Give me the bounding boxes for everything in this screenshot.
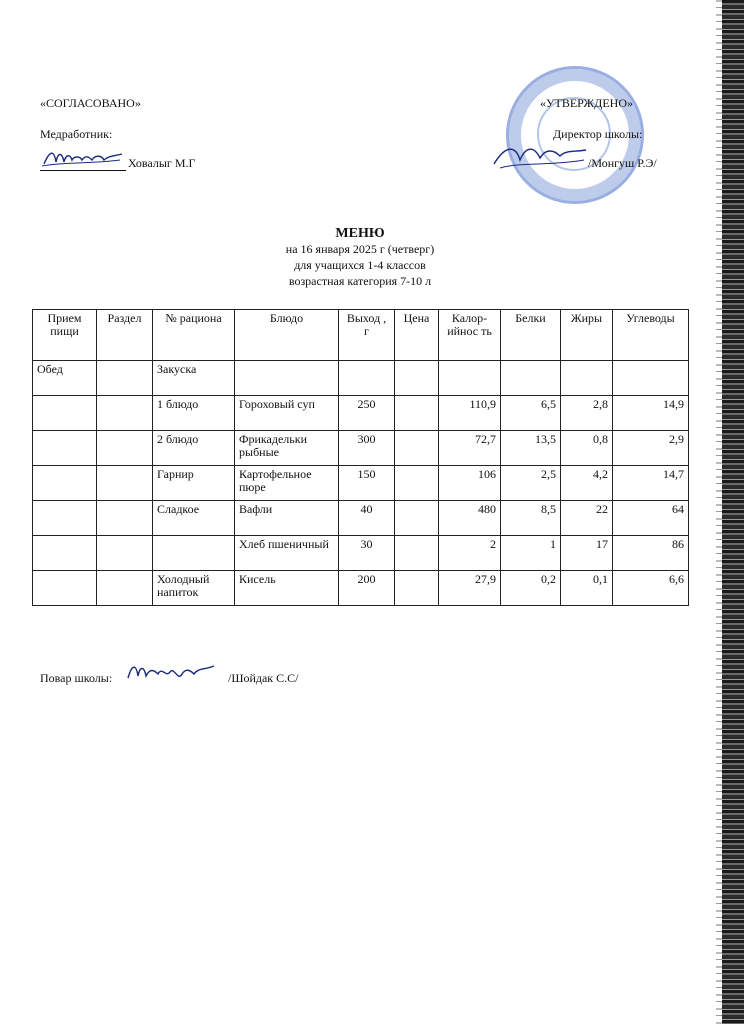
cell-section [97,501,153,536]
cell-meal: Обед [33,361,97,396]
cell-yield: 300 [339,431,395,466]
header-price: Цена [395,310,439,361]
cell-section [97,536,153,571]
cell-fats: 0,1 [561,571,613,606]
cell-ration: Закуска [153,361,235,396]
cell-meal [33,571,97,606]
menu-title: МЕНЮ [335,226,385,241]
cell-yield: 40 [339,501,395,536]
cell-proteins: 1 [501,536,561,571]
cell-yield: 250 [339,396,395,431]
cell-fats: 4,2 [561,466,613,501]
director-signature [490,140,590,174]
cell-section [97,396,153,431]
medic-role-label: Медработник: [40,127,113,141]
cell-carbs: 2,9 [613,431,689,466]
cell-calories [439,361,501,396]
menu-date: на 16 января 2025 г (четверг) [285,242,435,256]
scan-edge-artifact [722,0,744,1024]
table-row [33,466,689,501]
cell-price [395,396,439,431]
cell-price [395,536,439,571]
table-header-row [33,310,689,361]
menu-audience: для учащихся 1-4 классов [294,258,426,272]
table-row [33,501,689,536]
cell-price [395,466,439,501]
medic-name: Ховалыг М.Г [128,156,196,170]
cook-signature [124,660,220,686]
header-section: Раздел [97,310,153,361]
cell-proteins: 6,5 [501,396,561,431]
medic-signature [40,146,126,171]
table-row [33,361,689,396]
header-meal: Прием пищи [33,310,97,361]
cell-ration: Сладкое [153,501,235,536]
cell-proteins: 13,5 [501,431,561,466]
cell-ration: Гарнир [153,466,235,501]
cell-price [395,571,439,606]
approved-label: «УТВЕРЖДЕНО» [540,96,634,110]
header-yield: Выход , г [339,310,395,361]
cell-yield [339,361,395,396]
cell-section [97,571,153,606]
cell-calories: 27,9 [439,571,501,606]
cell-section [97,431,153,466]
cell-carbs: 14,9 [613,396,689,431]
cell-dish [235,361,339,396]
cell-dish: Фрикадельки рыбные [235,431,339,466]
cell-calories: 110,9 [439,396,501,431]
header-calories: Калор-ийнос ть [439,310,501,361]
cell-carbs: 64 [613,501,689,536]
cell-fats [561,361,613,396]
cell-calories: 480 [439,501,501,536]
cell-meal [33,396,97,431]
cell-fats: 0,8 [561,431,613,466]
cell-dish: Хлеб пшеничный [235,536,339,571]
cell-dish: Картофельное пюре [235,466,339,501]
table-row [33,431,689,466]
cell-dish: Гороховый суп [235,396,339,431]
header-proteins: Белки [501,310,561,361]
cell-fats: 22 [561,501,613,536]
cell-meal [33,466,97,501]
cell-yield: 150 [339,466,395,501]
cell-section [97,466,153,501]
header-dish: Блюдо [235,310,339,361]
menu-table [32,309,689,606]
cell-calories: 2 [439,536,501,571]
cell-carbs [613,361,689,396]
cell-proteins: 0,2 [501,571,561,606]
agreed-label: «СОГЛАСОВАНО» [40,96,141,110]
table-row [33,536,689,571]
cell-carbs: 6,6 [613,571,689,606]
table-row [33,396,689,431]
cell-proteins: 8,5 [501,501,561,536]
director-name: /Монгуш Р.Э/ [588,156,657,170]
cell-carbs: 86 [613,536,689,571]
cell-proteins [501,361,561,396]
cell-section [97,361,153,396]
cell-meal [33,501,97,536]
cell-yield: 200 [339,571,395,606]
cell-fats: 2,8 [561,396,613,431]
cell-calories: 72,7 [439,431,501,466]
cell-ration [153,536,235,571]
cell-price [395,361,439,396]
cook-name: /Шойдак С.С/ [228,671,299,685]
header-fats: Жиры [561,310,613,361]
director-role-label: Директор школы: [553,127,643,141]
cell-price [395,431,439,466]
cell-ration: Холодный напиток [153,571,235,606]
cell-carbs: 14,7 [613,466,689,501]
cell-dish: Вафли [235,501,339,536]
cell-price [395,501,439,536]
cell-ration: 2 блюдо [153,431,235,466]
cell-ration: 1 блюдо [153,396,235,431]
menu-age-category: возрастная категория 7-10 л [288,274,432,288]
cell-meal [33,431,97,466]
cell-fats: 17 [561,536,613,571]
cell-meal [33,536,97,571]
header-ration-number: № рациона [153,310,235,361]
cook-role-label: Повар школы: [40,671,113,685]
cell-calories: 106 [439,466,501,501]
cell-dish: Кисель [235,571,339,606]
table-row [33,571,689,606]
header-carbs: Углеводы [613,310,689,361]
cell-yield: 30 [339,536,395,571]
cell-proteins: 2,5 [501,466,561,501]
